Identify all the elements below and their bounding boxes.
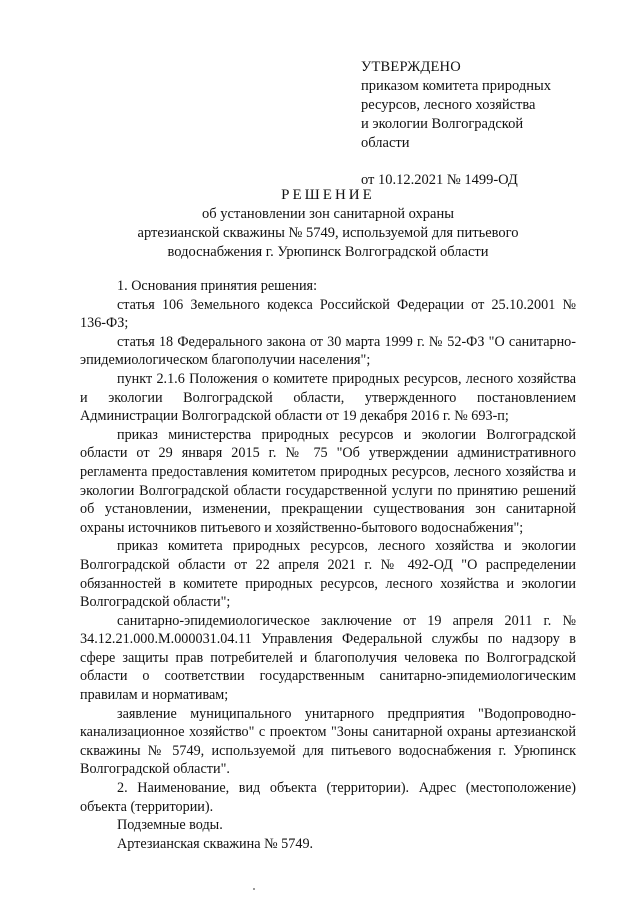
paragraph: заявление муниципального унитарного предприятия "Водопроводно-канализационное хозяйство" с проектом "Зоны санитарной охраны артезианской скважины № 5749, используемой для питьевого водоснабжения г. Урюпинск Волгоградской области". xyxy=(80,705,576,778)
paragraph: статья 18 Федерального закона от 30 марта 1999 г. № 52-ФЗ "О санитарно-эпидемиологическом благополучии населения"; xyxy=(80,333,576,369)
paragraph: приказ комитета природных ресурсов, лесного хозяйства и экологии Волгоградской области от 22 апреля 2021 г. № 492-ОД "О распределении обязанностей в комитете природных ресурсов, лесного хозяйства и экологии Волгоградской области"; xyxy=(80,538,576,611)
approval-line: ресурсов, лесного хозяйства xyxy=(361,97,536,113)
paragraph: статья 106 Земельного кодекса Российской Федерации от 25.10.2001 № 136-ФЗ; xyxy=(80,296,576,332)
approval-line: области xyxy=(361,135,410,151)
document-title: РЕШЕНИЕ xyxy=(281,187,375,203)
document-body xyxy=(80,277,576,853)
paragraph: санитарно-эпидемиологическое заключение от 19 апреля 2011 г. № 34.12.21.000.М.000031.04.11 Управления Федеральной службы по надзору в сфере защиты прав потребителей и благополучия человека по Волгоградской области о соответствии государственным санитарно-эпидемиологическим правилам и нормативам; xyxy=(80,612,576,704)
subtitle-line: артезианской скважины № 5749, используемой для питьевого xyxy=(137,225,519,241)
paragraph: Артезианская скважина № 5749. xyxy=(117,835,314,852)
paragraph: пункт 2.1.6 Положения о комитете природных ресурсов, лесного хозяйства и экологии Волгоградской области, утвержденного постановлением Администрации Волгоградской области от 19 декабря 2016 г. № 693-п; xyxy=(80,370,576,425)
paragraph: приказ министерства природных ресурсов и экологии Волгоградской области от 29 января 2015 г. № 75 "Об утверждении административного регламента предоставления комитетом природных ресурсов, лесного хозяйства и экологии Волгоградской области государственной услуги по принятию решений об установлении, изменении, прекращении существования зон санитарной охраны источников питьевого и хозяйственно-бытового водоснабжения"; xyxy=(80,426,576,536)
subtitle-line: водоснабжения г. Урюпинск Волгоградской области xyxy=(167,244,489,260)
subtitle-line: об установлении зон санитарной охраны xyxy=(202,206,454,222)
approval-date: от 10.12.2021 № 1499-ОД xyxy=(361,172,518,188)
section-heading: 2. Наименование, вид объекта (территории). Адрес (местоположение) объекта (территории). xyxy=(80,780,576,815)
scan-artifact xyxy=(253,888,255,890)
paragraph: Подземные воды. xyxy=(117,817,223,834)
approval-heading: УТВЕРЖДЕНО xyxy=(361,59,461,75)
section-heading: 1. Основания принятия решения: xyxy=(117,278,318,294)
approval-line: приказом комитета природных xyxy=(361,78,551,94)
approval-stamp xyxy=(361,58,601,190)
document-title-block xyxy=(80,186,576,262)
approval-line: и экологии Волгоградской xyxy=(361,116,524,132)
